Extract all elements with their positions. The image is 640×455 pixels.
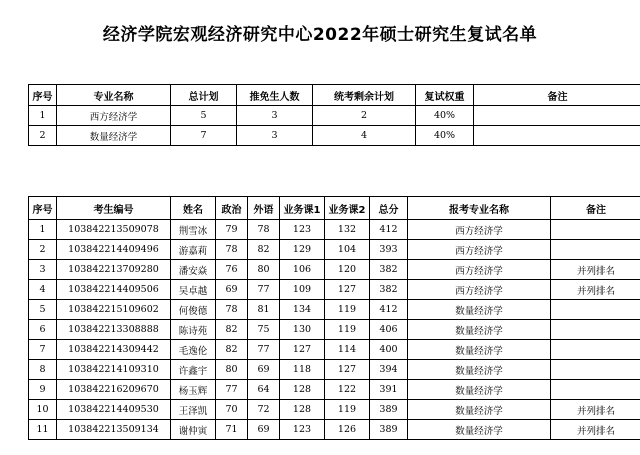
- cell-total-score: 412: [370, 220, 408, 240]
- cell-course1: 129: [280, 240, 325, 260]
- cell-course1: 128: [280, 400, 325, 420]
- cell-applied-major: 数量经济学: [408, 380, 551, 400]
- cell-recommended: 3: [237, 106, 313, 126]
- cell-course2: 104: [325, 240, 370, 260]
- col-header-recommended: 推免生人数: [237, 85, 313, 106]
- cell-index: 2: [29, 126, 57, 146]
- cell-major: 数量经济学: [57, 126, 171, 146]
- cell-total-score: 382: [370, 260, 408, 280]
- cell-total-score: 412: [370, 300, 408, 320]
- cell-course2: 126: [325, 420, 370, 440]
- cell-remark: [474, 126, 640, 146]
- col-header-index: 序号: [29, 85, 57, 106]
- cell-politics: 80: [216, 360, 248, 380]
- cell-candidate-id: 103842214309442: [57, 340, 171, 360]
- cell-index: 1: [29, 220, 57, 240]
- cell-foreign-language: 82: [248, 240, 280, 260]
- candidate-table-header: [29, 197, 640, 220]
- cell-index: 6: [29, 320, 57, 340]
- cell-applied-major: 数量经济学: [408, 420, 551, 440]
- col-header-remaining-plan: 统考剩余计划: [313, 85, 416, 106]
- col-header-name: 姓名: [171, 197, 216, 220]
- cell-name: 陈诗苑: [171, 320, 216, 340]
- cell-total-score: 400: [370, 340, 408, 360]
- cell-foreign-language: 69: [248, 420, 280, 440]
- cell-course1: 118: [280, 360, 325, 380]
- table-row: [29, 340, 640, 360]
- cell-remark: [551, 240, 640, 260]
- cell-total-score: 391: [370, 380, 408, 400]
- col-header-index: 序号: [29, 197, 57, 220]
- cell-name: 毛逸伦: [171, 340, 216, 360]
- cell-candidate-id: 103842214409506: [57, 280, 171, 300]
- table-row: [29, 126, 640, 146]
- cell-name: 王泽凯: [171, 400, 216, 420]
- cell-remark: 并列排名: [551, 400, 640, 420]
- cell-remark: 并列排名: [551, 260, 640, 280]
- table-row: [29, 400, 640, 420]
- cell-foreign-language: 77: [248, 280, 280, 300]
- cell-index: 5: [29, 300, 57, 320]
- cell-politics: 82: [216, 320, 248, 340]
- cell-total-score: 394: [370, 360, 408, 380]
- cell-politics: 71: [216, 420, 248, 440]
- cell-politics: 78: [216, 300, 248, 320]
- cell-index: 7: [29, 340, 57, 360]
- cell-remark: [551, 220, 640, 240]
- cell-total-score: 389: [370, 420, 408, 440]
- cell-course2: 132: [325, 220, 370, 240]
- cell-major: 西方经济学: [57, 106, 171, 126]
- cell-foreign-language: 77: [248, 340, 280, 360]
- cell-candidate-id: 103842215109602: [57, 300, 171, 320]
- candidate-table: [28, 196, 640, 440]
- cell-remark: 并列排名: [551, 420, 640, 440]
- cell-applied-major: 西方经济学: [408, 240, 551, 260]
- cell-name: 何俊德: [171, 300, 216, 320]
- table-row: [29, 300, 640, 320]
- cell-course1: 130: [280, 320, 325, 340]
- cell-remaining-plan: 4: [313, 126, 416, 146]
- col-header-weight: 复试权重: [416, 85, 474, 106]
- cell-index: 2: [29, 240, 57, 260]
- cell-remark: 并列排名: [551, 280, 640, 300]
- cell-course1: 123: [280, 220, 325, 240]
- cell-foreign-language: 72: [248, 400, 280, 420]
- cell-course2: 127: [325, 360, 370, 380]
- cell-applied-major: 数量经济学: [408, 400, 551, 420]
- plan-table: [28, 84, 640, 146]
- cell-applied-major: 西方经济学: [408, 280, 551, 300]
- cell-applied-major: 数量经济学: [408, 360, 551, 380]
- table-row: [29, 420, 640, 440]
- table-row: [29, 380, 640, 400]
- cell-foreign-language: 69: [248, 360, 280, 380]
- cell-remark: [551, 300, 640, 320]
- cell-course2: 114: [325, 340, 370, 360]
- cell-name: 许鑫宇: [171, 360, 216, 380]
- page-title: 经济学院宏观经济研究中心2022年硕士研究生复试名单: [102, 25, 538, 45]
- cell-candidate-id: 103842213709280: [57, 260, 171, 280]
- cell-total-plan: 7: [171, 126, 237, 146]
- cell-total-plan: 5: [171, 106, 237, 126]
- cell-weight: 40%: [416, 106, 474, 126]
- cell-name: 吴卓越: [171, 280, 216, 300]
- cell-course1: 123: [280, 420, 325, 440]
- col-header-total-score: 总分: [370, 197, 408, 220]
- cell-politics: 76: [216, 260, 248, 280]
- cell-politics: 70: [216, 400, 248, 420]
- col-header-politics: 政治: [216, 197, 248, 220]
- plan-table-header: [29, 85, 640, 106]
- cell-foreign-language: 64: [248, 380, 280, 400]
- table-row: [29, 220, 640, 240]
- cell-course2: 127: [325, 280, 370, 300]
- col-header-major: 专业名称: [57, 85, 171, 106]
- cell-candidate-id: 103842216209670: [57, 380, 171, 400]
- cell-candidate-id: 103842214409496: [57, 240, 171, 260]
- table-row: [29, 260, 640, 280]
- col-header-foreign-language: 外语: [248, 197, 280, 220]
- cell-applied-major: 数量经济学: [408, 300, 551, 320]
- table-row: [29, 280, 640, 300]
- cell-recommended: 3: [237, 126, 313, 146]
- cell-name: 荆雪冰: [171, 220, 216, 240]
- table-row: [29, 240, 640, 260]
- cell-foreign-language: 80: [248, 260, 280, 280]
- candidate-table-body: [29, 220, 640, 440]
- cell-applied-major: 西方经济学: [408, 260, 551, 280]
- cell-course2: 122: [325, 380, 370, 400]
- col-header-applied-major: 报考专业名称: [408, 197, 551, 220]
- cell-index: 11: [29, 420, 57, 440]
- cell-index: 10: [29, 400, 57, 420]
- cell-applied-major: 数量经济学: [408, 320, 551, 340]
- cell-course1: 109: [280, 280, 325, 300]
- cell-course2: 119: [325, 320, 370, 340]
- cell-remark: [474, 106, 640, 126]
- col-header-remark: 备注: [551, 197, 640, 220]
- cell-weight: 40%: [416, 126, 474, 146]
- col-header-remark: 备注: [474, 85, 640, 106]
- cell-applied-major: 数量经济学: [408, 340, 551, 360]
- col-header-candidate-id: 考生编号: [57, 197, 171, 220]
- cell-foreign-language: 75: [248, 320, 280, 340]
- cell-remaining-plan: 2: [313, 106, 416, 126]
- cell-name: 潘安焱: [171, 260, 216, 280]
- table-row: [29, 320, 640, 340]
- cell-politics: 82: [216, 340, 248, 360]
- cell-course2: 119: [325, 300, 370, 320]
- cell-candidate-id: 103842214409530: [57, 400, 171, 420]
- cell-total-score: 406: [370, 320, 408, 340]
- cell-total-score: 389: [370, 400, 408, 420]
- cell-candidate-id: 103842214109310: [57, 360, 171, 380]
- cell-course1: 106: [280, 260, 325, 280]
- col-header-total-plan: 总计划: [171, 85, 237, 106]
- cell-remark: [551, 320, 640, 340]
- cell-candidate-id: 103842213308888: [57, 320, 171, 340]
- cell-course2: 120: [325, 260, 370, 280]
- cell-course1: 128: [280, 380, 325, 400]
- cell-course2: 119: [325, 400, 370, 420]
- cell-index: 4: [29, 280, 57, 300]
- cell-index: 3: [29, 260, 57, 280]
- cell-index: 9: [29, 380, 57, 400]
- col-header-course2: 业务课2: [325, 197, 370, 220]
- cell-course1: 127: [280, 340, 325, 360]
- cell-total-score: 382: [370, 280, 408, 300]
- cell-remark: [551, 380, 640, 400]
- cell-foreign-language: 78: [248, 220, 280, 240]
- cell-foreign-language: 81: [248, 300, 280, 320]
- cell-candidate-id: 103842213509134: [57, 420, 171, 440]
- cell-name: 游嘉莉: [171, 240, 216, 260]
- table-row: [29, 360, 640, 380]
- cell-course1: 134: [280, 300, 325, 320]
- cell-candidate-id: 103842213509078: [57, 220, 171, 240]
- cell-politics: 78: [216, 240, 248, 260]
- cell-index: 1: [29, 106, 57, 126]
- cell-remark: [551, 340, 640, 360]
- cell-total-score: 393: [370, 240, 408, 260]
- cell-name: 谢仲寅: [171, 420, 216, 440]
- cell-name: 杨玉辉: [171, 380, 216, 400]
- col-header-course1: 业务课1: [280, 197, 325, 220]
- table-row: [29, 106, 640, 126]
- cell-politics: 79: [216, 220, 248, 240]
- cell-remark: [551, 360, 640, 380]
- cell-politics: 69: [216, 280, 248, 300]
- cell-politics: 77: [216, 380, 248, 400]
- cell-applied-major: 西方经济学: [408, 220, 551, 240]
- cell-index: 8: [29, 360, 57, 380]
